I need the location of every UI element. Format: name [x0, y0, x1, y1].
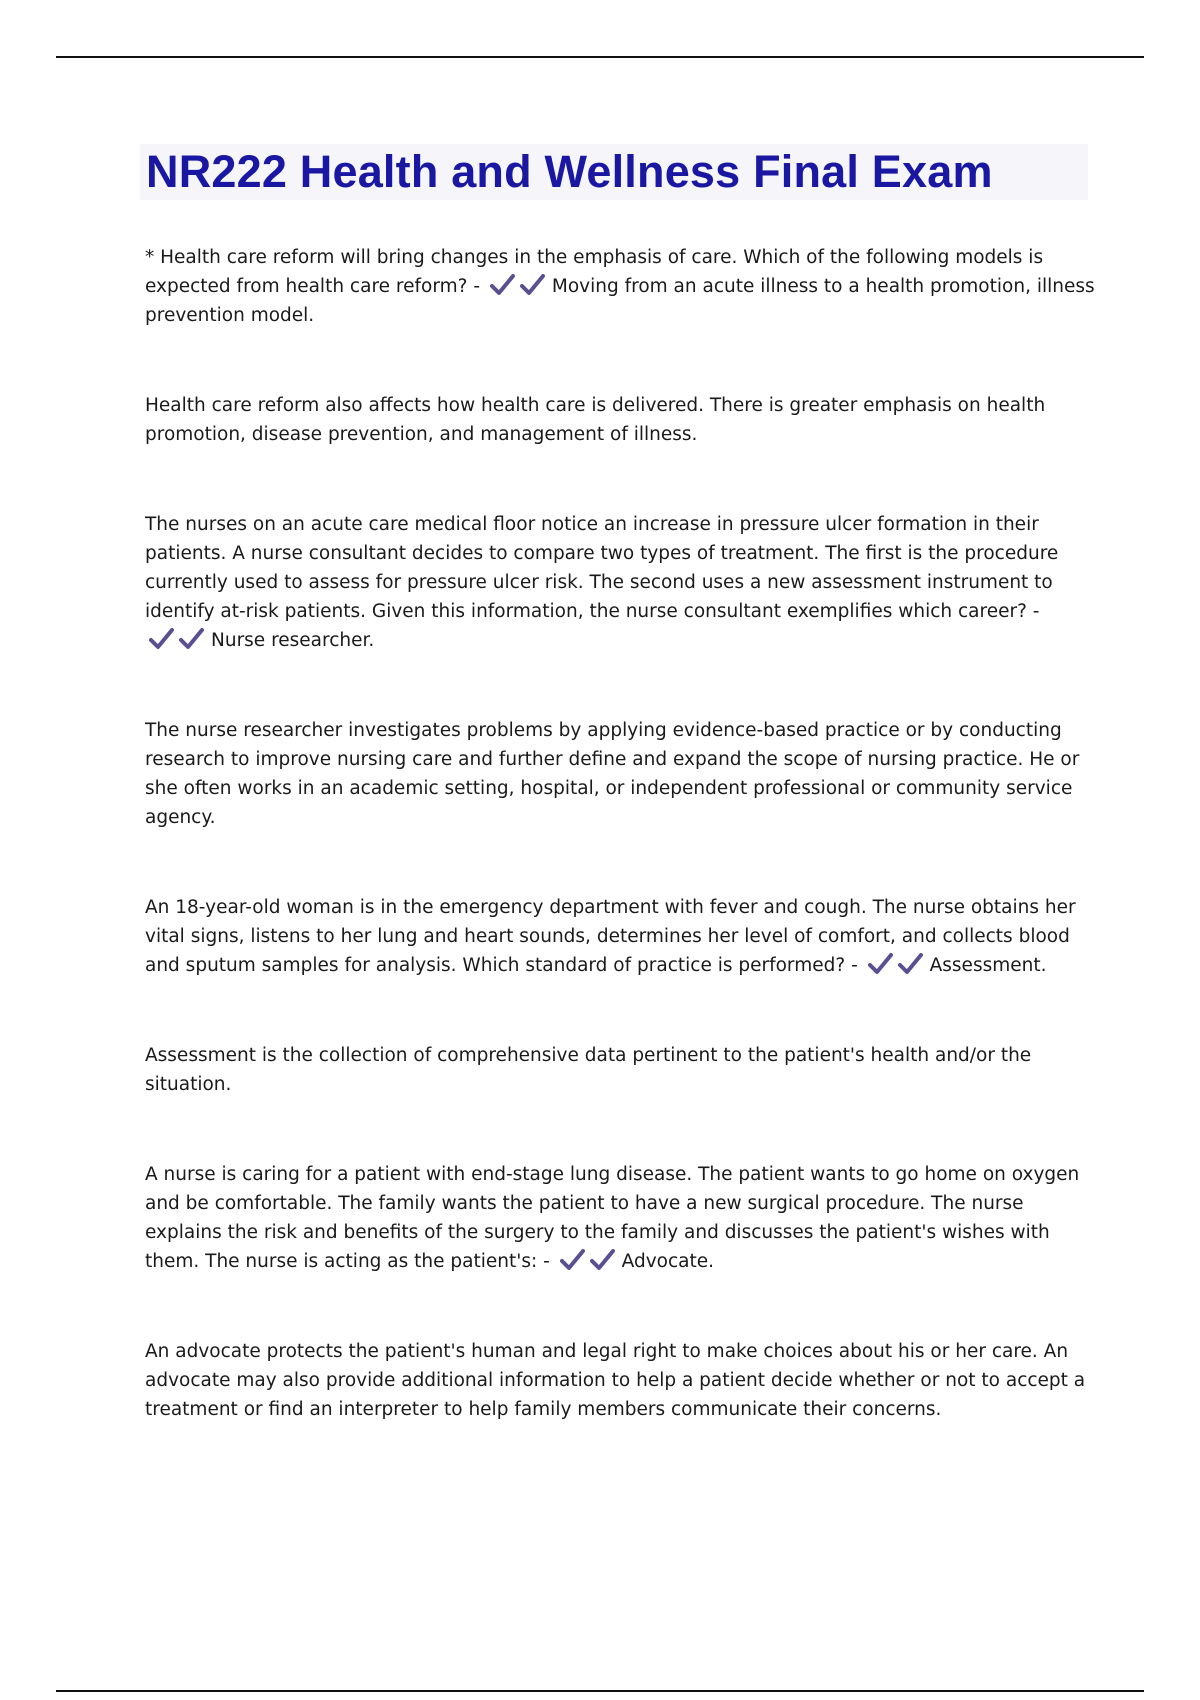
check-icon [179, 628, 204, 650]
answer-separator: - [537, 1251, 556, 1272]
answer-checkmarks [490, 272, 550, 301]
check-icon [149, 628, 174, 650]
check-icon [520, 274, 545, 296]
qa-item [145, 893, 1095, 980]
check-icon [898, 953, 923, 975]
answer-text: Assessment. [929, 955, 1047, 976]
answer-separator: - [467, 276, 486, 297]
explanation-text: An advocate protects the patient's human and legal right to make choices about his or her care. An advocate may also provide additional information to help a patient decide whether or not to accept a treatment or find an interpreter to help family members communicate their concerns. [145, 1341, 1086, 1420]
answer-text: Advocate. [621, 1251, 714, 1272]
check-icon [560, 1249, 585, 1271]
explanation-text: The nurse researcher investigates problems by applying evidence-based practice or by conducting research to improve nursing care and further define and expand the scope of nursing practice. He or she often works in an academic setting, hospital, or independent professional or community service agency. [145, 720, 1080, 828]
answer-text: Moving from an acute illness to a health promotion, illness prevention model. [145, 276, 1095, 326]
explanation-text: Health care reform also affects how health care is delivered. There is greater emphasis on health promotion, disease prevention, and management of illness. [145, 395, 1046, 445]
answer-checkmarks [868, 951, 928, 980]
question-text: * Health care reform will bring changes in the emphasis of care. Which of the following models is expected from health care reform? [145, 247, 1044, 297]
question-text: An 18-year-old woman is in the emergency department with fever and cough. The nurse obtains her vital signs, listens to her lung and heart sounds, determines her level of comfort, and collects blood and sputum samples for analysis. Which standard of practice is performed? [145, 897, 1076, 976]
answer-separator: - [1026, 601, 1040, 622]
answer-separator: - [845, 955, 864, 976]
check-icon [490, 274, 515, 296]
explanation-text: Assessment is the collection of comprehensive data pertinent to the patient's health and/or the situation. [145, 1045, 1032, 1095]
check-icon [590, 1249, 615, 1271]
page-title: NR222 Health and Wellness Final Exam [146, 146, 993, 197]
answer-checkmarks [149, 626, 209, 655]
check-icon [868, 953, 893, 975]
title-banner [140, 144, 1088, 200]
bottom-rule [56, 1690, 1144, 1692]
qa-content [145, 243, 1095, 1485]
answer-checkmarks [560, 1247, 620, 1276]
qa-item [145, 243, 1095, 330]
answer-text: Nurse researcher. [211, 630, 375, 651]
qa-item [145, 510, 1095, 655]
qa-item [145, 1160, 1095, 1276]
question-text: A nurse is caring for a patient with end-stage lung disease. The patient wants to go home on oxygen and be comfortable. The family wants the patient to have a new surgical procedure. The nurse explains the risk and benefits of the surgery to the family and discusses the patient's wishes with them. The nurse is acting as the patient's: [145, 1164, 1080, 1272]
top-rule [56, 56, 1144, 58]
question-text: The nurses on an acute care medical floor notice an increase in pressure ulcer formation in their patients. A nurse consultant decides to compare two types of treatment. The first is the procedure currently used to assess for pressure ulcer risk. The second uses a new assessment instrument to identify at-risk patients. Given this information, the nurse consultant exemplifies which career? [145, 514, 1059, 622]
